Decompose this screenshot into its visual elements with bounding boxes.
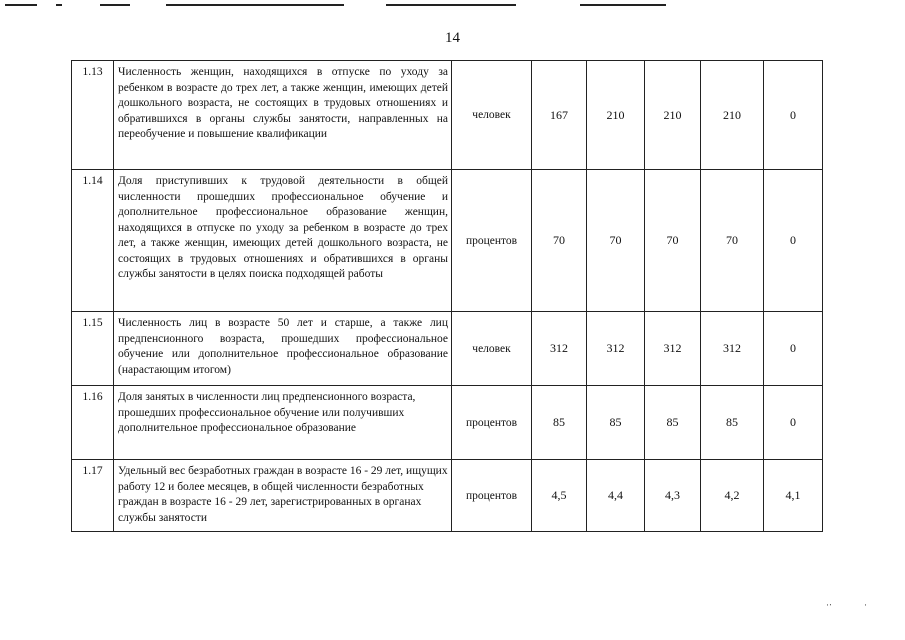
row-value: 85 bbox=[701, 386, 764, 460]
row-unit: человек bbox=[452, 312, 532, 386]
table-row bbox=[72, 170, 823, 312]
row-value: 312 bbox=[532, 312, 587, 386]
scan-speck: ·‧ bbox=[826, 600, 832, 610]
row-description: Численность лиц в возрасте 50 лет и старше, а также лиц предпенсионного возраста, прошедших профессиональное обучение или дополнительное профессиональное образование (нарастающим итогом) bbox=[114, 312, 452, 386]
row-value: 4,4 bbox=[587, 460, 645, 532]
row-value: 0 bbox=[764, 386, 823, 460]
row-value: 70 bbox=[587, 170, 645, 312]
row-value: 85 bbox=[645, 386, 701, 460]
header-rule-4 bbox=[166, 4, 344, 6]
row-value: 85 bbox=[587, 386, 645, 460]
row-value: 210 bbox=[587, 61, 645, 170]
row-description: Доля приступивших к трудовой деятельности в общей численности прошедших профессиональное обучение и дополнительное профессиональное образование женщин, находящихся в отпуске по уходу за ребенком в возрасте до трех лет, а также женщин, имеющих детей дошкольного возраста, не состоящих в трудовых отношениях и обратившихся в органы службы занятости в целях поиска подходящей работы bbox=[114, 170, 452, 312]
indicators-table bbox=[71, 60, 823, 532]
header-rule-6 bbox=[580, 4, 666, 6]
row-number: 1.13 bbox=[72, 61, 114, 170]
table-row bbox=[72, 312, 823, 386]
row-value: 0 bbox=[764, 312, 823, 386]
header-rule-5 bbox=[386, 4, 516, 6]
row-value: 70 bbox=[532, 170, 587, 312]
row-description: Численность женщин, находящихся в отпуске по уходу за ребенком в возрасте до трех лет, а также женщин, имеющих детей дошкольного возраста, не состоящих в трудовых отношениях и обратившихся в органы службы занятости, направленных на переобучение и повышение квалификации bbox=[114, 61, 452, 170]
row-unit: процентов bbox=[452, 386, 532, 460]
row-unit: человек bbox=[452, 61, 532, 170]
table-row bbox=[72, 460, 823, 532]
row-value: 312 bbox=[587, 312, 645, 386]
row-value: 4,3 bbox=[645, 460, 701, 532]
row-value: 312 bbox=[701, 312, 764, 386]
header-rule-2 bbox=[56, 4, 62, 6]
row-value: 4,2 bbox=[701, 460, 764, 532]
table-row bbox=[72, 61, 823, 170]
row-description: Доля занятых в численности лиц предпенсионного возраста, прошедших профессиональное обучение или получивших дополнительное профессиональное образование bbox=[114, 386, 452, 460]
row-value: 312 bbox=[645, 312, 701, 386]
row-value: 70 bbox=[701, 170, 764, 312]
row-description: Удельный вес безработных граждан в возрасте 16 - 29 лет, ищущих работу 12 и более месяцев, в общей численности безработных граждан в возрасте 16 - 29 лет, зарегистрированных в органах службы занятости bbox=[114, 460, 452, 532]
scan-speck: · bbox=[864, 600, 867, 610]
table-row bbox=[72, 386, 823, 460]
row-value: 85 bbox=[532, 386, 587, 460]
row-unit: процентов bbox=[452, 460, 532, 532]
row-number: 1.16 bbox=[72, 386, 114, 460]
row-value: 0 bbox=[764, 61, 823, 170]
row-number: 1.17 bbox=[72, 460, 114, 532]
row-value: 70 bbox=[645, 170, 701, 312]
row-value: 167 bbox=[532, 61, 587, 170]
row-value: 210 bbox=[701, 61, 764, 170]
header-rule-1 bbox=[5, 4, 37, 6]
row-unit: процентов bbox=[452, 170, 532, 312]
row-value: 0 bbox=[764, 170, 823, 312]
header-rule-3 bbox=[100, 4, 130, 6]
row-value: 4,5 bbox=[532, 460, 587, 532]
row-number: 1.15 bbox=[72, 312, 114, 386]
page-number: 14 bbox=[445, 30, 460, 46]
row-value: 210 bbox=[645, 61, 701, 170]
row-value: 4,1 bbox=[764, 460, 823, 532]
row-number: 1.14 bbox=[72, 170, 114, 312]
